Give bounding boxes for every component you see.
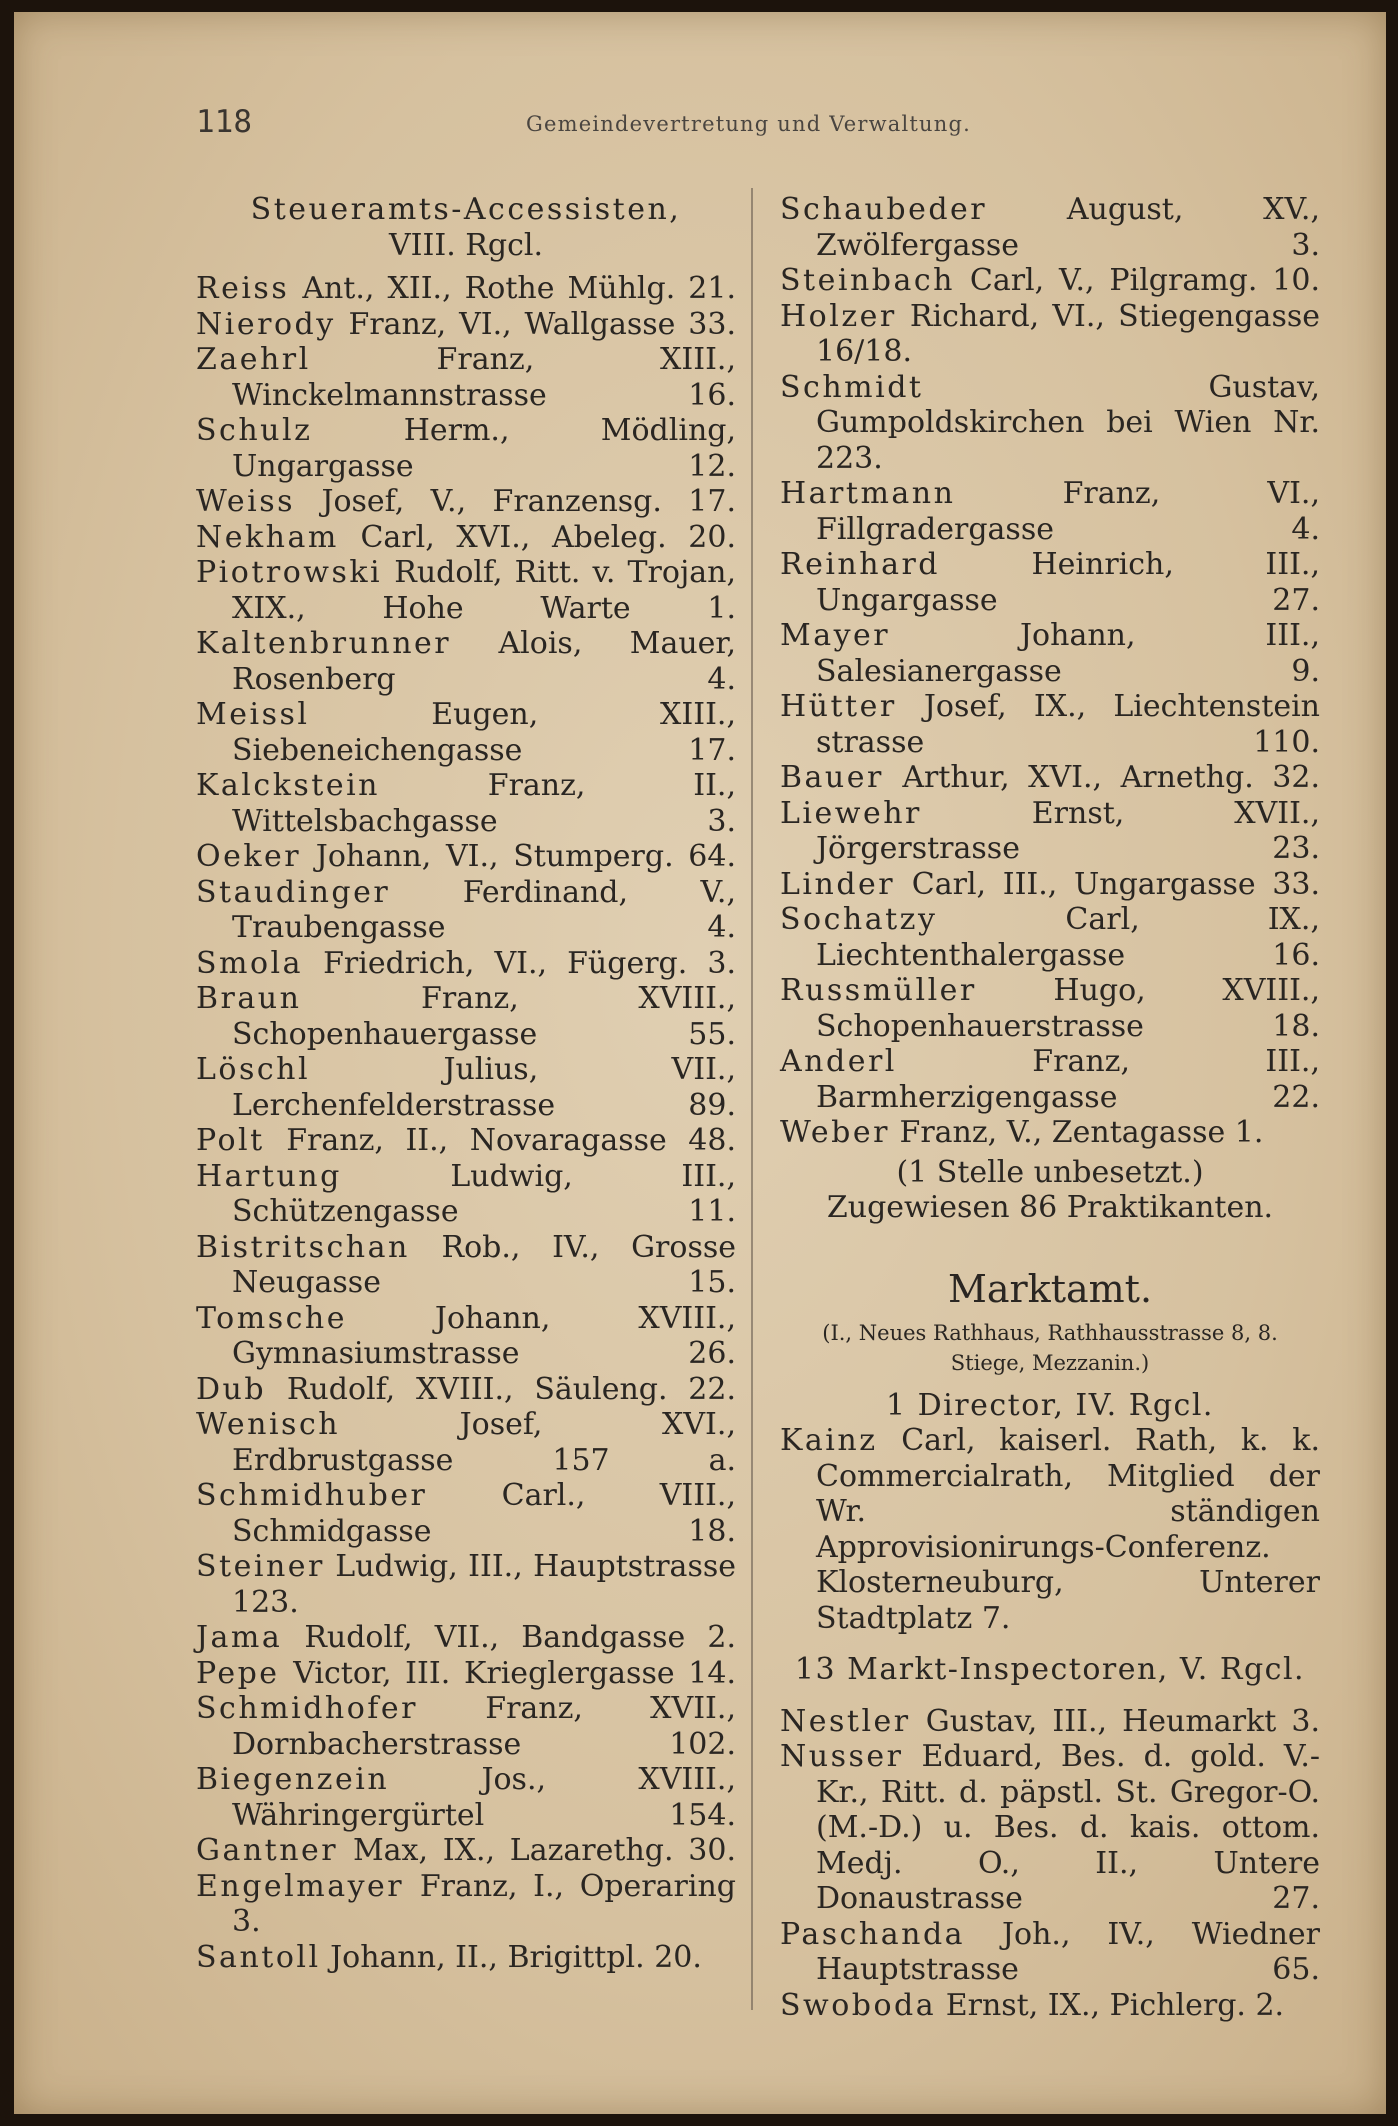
list-item xyxy=(780,618,1320,689)
list-item xyxy=(196,1478,736,1549)
list-item xyxy=(196,1159,736,1230)
entry-details: Julius, VII., Lerchenfelderstrasse 89. xyxy=(232,1052,736,1123)
entry-details: Ludwig, III., Hauptstrasse 123. xyxy=(232,1549,736,1620)
director-heading: 1 Director, IV. Rgcl. xyxy=(886,1387,1214,1423)
entry-name: Gantner xyxy=(196,1833,339,1868)
entry-details: Ernst, IX., Pichlerg. 2. xyxy=(945,1987,1285,2023)
entry-details: Ant., XII., Rothe Mühlg. 21. xyxy=(302,271,737,306)
list-item xyxy=(196,839,736,875)
list-item xyxy=(780,867,1320,903)
entry-details: Rudolf, Ritt. v. Trojan, XIX., Hohe Warte 1. xyxy=(232,555,736,626)
entry-name: Braun xyxy=(196,981,302,1016)
entry-list xyxy=(780,1704,1320,2024)
entry-details: Franz, XVII., Dornbacherstrasse 102. xyxy=(232,1691,736,1762)
entry-details: Josef, XVI., Erdbrustgasse 157 a. xyxy=(232,1407,736,1478)
entry-name: Nusser xyxy=(780,1739,904,1774)
list-item xyxy=(196,271,736,307)
list-item xyxy=(196,1407,736,1478)
entry-details: Johann, III., Salesianergasse 9. xyxy=(816,618,1320,689)
list-item xyxy=(196,1691,736,1762)
entry-name: Staudinger xyxy=(196,874,391,910)
entry-name: Dub xyxy=(196,1371,267,1407)
entry-name: Nekham xyxy=(196,519,339,555)
list-item xyxy=(196,1123,736,1159)
entry-name: Kaltenbrunner xyxy=(196,626,452,661)
entry-name: Mayer xyxy=(780,618,891,653)
entry-name: Hütter xyxy=(780,689,897,724)
entry-details: Jos., XVIII., Währingergürtel 154. xyxy=(232,1762,736,1833)
entry-details: Johann, II., Brigittpl. 20. xyxy=(330,1939,702,1975)
entry-name: Wenisch xyxy=(196,1407,341,1442)
entry-name: Schulz xyxy=(196,413,313,448)
entry-list xyxy=(780,192,1320,1151)
entry-name: Pepe xyxy=(196,1655,280,1691)
list-item xyxy=(196,307,736,343)
entry-details: Carl, XVI., Abeleg. 20. xyxy=(360,519,736,555)
entry-name: Meissl xyxy=(196,697,310,732)
section-heading: Steueramts-Accessisten, xyxy=(250,192,682,227)
entry-details: Friedrich, VI., Fügerg. 3. xyxy=(323,945,736,981)
entry-details: Carl, V., Pilgramg. 10. xyxy=(969,263,1320,298)
section-title: Marktamt. xyxy=(947,1266,1153,1311)
list-item xyxy=(196,413,736,484)
entry-name: Nierody xyxy=(196,306,336,342)
left-column xyxy=(196,192,736,1975)
page-header xyxy=(196,104,1256,148)
entry-details: Rudolf, XVIII., Säuleng. 22. xyxy=(286,1371,736,1407)
entry-name: Liewehr xyxy=(780,795,922,831)
entry-name: Schaubeder xyxy=(780,192,988,227)
entry-details: Ludwig, III., Schützengasse 11. xyxy=(232,1158,736,1229)
entry-details: Carl., VIII., Schmidgasse 18. xyxy=(232,1478,736,1549)
entry-details: Johann, VI., Stumperg. 64. xyxy=(315,839,736,874)
list-item xyxy=(780,476,1320,547)
list-item xyxy=(780,1704,1320,1740)
entry-name: Oeker xyxy=(196,839,302,874)
list-item xyxy=(196,555,736,626)
entry-details: Carl, kaiserl. Rath, k. k. Commercialrath, Mitglied der Wr. ständigen Approvisionirungs-Conferenz. Klosterneuburg, Unterer Stadtplatz 7. xyxy=(816,1423,1320,1636)
list-item xyxy=(780,370,1320,477)
entry-details: Gustav, Gumpoldskirchen bei Wien Nr. 223. xyxy=(816,369,1320,476)
entry-details: Franz, II., Wittelsbachgasse 3. xyxy=(232,768,736,839)
entry-name: Engelmayer xyxy=(196,1868,405,1904)
list-item xyxy=(196,1620,736,1656)
entry-details: Ferdinand, V., Traubengasse 4. xyxy=(232,874,736,945)
entry-details: Franz, I., Operaring 3. xyxy=(232,1868,736,1939)
list-item xyxy=(196,1869,736,1940)
list-item xyxy=(196,1940,736,1976)
entry-name: Hartmann xyxy=(780,476,956,511)
list-item xyxy=(196,520,736,556)
entry-name: Weiss xyxy=(196,484,296,519)
entry-name: Steiner xyxy=(196,1549,325,1584)
entry-details: Johann, XVIII., Gymnasiumstrasse 26. xyxy=(232,1300,736,1371)
list-item xyxy=(780,973,1320,1044)
entry-details: Arthur, XVI., Arnethg. 32. xyxy=(902,760,1320,795)
entry-details: Eugen, XIII., Siebeneichengasse 17. xyxy=(232,697,736,768)
list-item xyxy=(780,192,1320,263)
page-number: 118 xyxy=(196,104,252,140)
section-address: (I., Neues Rathhaus, Rathhausstrasse 8, 8. Stiege, Mezzanin.) xyxy=(822,1320,1278,1375)
entry-name: Linder xyxy=(780,866,896,902)
list-item xyxy=(196,1230,736,1301)
list-item xyxy=(196,1052,736,1123)
entry-details: Franz, III., Barmherzigengasse 22. xyxy=(816,1044,1320,1115)
assigned-note: Zugewiesen 86 Praktikanten. xyxy=(826,1190,1274,1225)
entry-details: August, XV., Zwölfergasse 3. xyxy=(816,192,1320,263)
entry-name: Löschl xyxy=(196,1052,311,1087)
entry-details: Rudolf, VII., Bandgasse 2. xyxy=(304,1620,736,1655)
entry-name: Weber xyxy=(780,1115,890,1150)
entry-name: Bistritschan xyxy=(196,1229,410,1265)
list-item xyxy=(196,1301,736,1372)
list-item xyxy=(780,263,1320,299)
entry-name: Paschanda xyxy=(780,1916,966,1952)
list-item xyxy=(196,1372,736,1408)
entry-details: Franz, XVIII., Schopenhauergasse 55. xyxy=(232,981,736,1052)
list-item xyxy=(196,768,736,839)
entry-name: Sochatzy xyxy=(780,902,938,937)
entry-details: Josef, V., Franzensg. 17. xyxy=(321,484,737,519)
entry-name: Steinbach xyxy=(780,263,955,298)
section-subheading: VIII. Rgcl. xyxy=(388,227,543,263)
entry-name: Schmidt xyxy=(780,369,924,405)
entry-name: Polt xyxy=(196,1123,265,1158)
entry-name: Nestler xyxy=(780,1703,911,1739)
entry-details: Franz, VI., Fillgradergasse 4. xyxy=(816,476,1320,547)
entry-details: Franz, II., Novaragasse 48. xyxy=(286,1123,736,1158)
entry-details: Franz, VI., Wallgasse 33. xyxy=(348,306,736,342)
entry-details: Richard, VI., Stiegengasse 16/18. xyxy=(816,298,1320,369)
entry-name: Tomsche xyxy=(196,1300,347,1336)
list-item xyxy=(780,1917,1320,1988)
list-item xyxy=(780,902,1320,973)
entry-details: Gustav, III., Heumarkt 3. xyxy=(925,1703,1320,1739)
entry-details: Franz, V., Zentagasse 1. xyxy=(899,1115,1264,1150)
list-item xyxy=(196,342,736,413)
entry-details: Ernst, XVII., Jörgerstrasse 23. xyxy=(816,795,1320,866)
list-item xyxy=(196,1549,736,1620)
entry-details: Joh., IV., Wiedner Hauptstrasse 65. xyxy=(816,1916,1320,1987)
entry-name: Schmidhuber xyxy=(196,1478,428,1513)
book-page xyxy=(14,12,1386,2114)
list-item xyxy=(196,697,736,768)
right-column xyxy=(780,192,1320,2023)
entry-name: Anderl xyxy=(780,1044,897,1079)
entry-name: Santoll xyxy=(196,1939,321,1975)
entry-name: Bauer xyxy=(780,760,884,795)
entry-details: Herm., Mödling, Ungargasse 12. xyxy=(232,413,736,484)
list-item xyxy=(780,547,1320,618)
list-item xyxy=(780,760,1320,796)
list-item xyxy=(780,1115,1320,1151)
list-item xyxy=(196,626,736,697)
list-item xyxy=(780,1423,1320,1636)
list-item xyxy=(196,875,736,946)
running-head: Gemeindevertretung und Verwaltung. xyxy=(526,112,971,136)
list-item xyxy=(196,484,736,520)
entry-details: Josef, IX., Liechtenstein strasse 110. xyxy=(816,689,1320,760)
entry-name: Holzer xyxy=(780,298,897,334)
entry-name: Kainz xyxy=(780,1423,878,1458)
entry-name: Swoboda xyxy=(780,1987,937,2023)
list-item xyxy=(780,796,1320,867)
entry-name: Kalckstein xyxy=(196,768,380,803)
entry-details: Carl, III., Ungargasse 33. xyxy=(911,866,1320,902)
entry-list xyxy=(196,271,736,1975)
entry-name: Russmüller xyxy=(780,973,977,1008)
entry-name: Zaehrl xyxy=(196,342,311,377)
list-item xyxy=(780,1988,1320,2024)
vacancy-note: (1 Stelle unbesetzt.) xyxy=(896,1154,1204,1190)
entry-name: Reiss xyxy=(196,271,290,306)
entry-name: Biegenzein xyxy=(196,1762,390,1797)
column-divider xyxy=(751,188,753,2010)
entry-name: Reinhard xyxy=(780,547,941,582)
list-item xyxy=(780,1739,1320,1917)
list-item xyxy=(780,1044,1320,1115)
entry-details: Alois, Mauer, Rosenberg 4. xyxy=(232,626,736,697)
list-item xyxy=(780,689,1320,760)
entry-details: Carl, IX., Liechtenthalergasse 16. xyxy=(816,902,1320,973)
entry-details: Franz, XIII., Winckelmannstrasse 16. xyxy=(232,342,736,413)
entry-name: Smola xyxy=(196,945,304,981)
entry-name: Schmidhofer xyxy=(196,1691,419,1726)
entry-details: Max, IX., Lazarethg. 30. xyxy=(352,1833,736,1868)
entry-name: Jama xyxy=(196,1620,283,1655)
list-item xyxy=(196,1656,736,1692)
list-item xyxy=(196,946,736,982)
entry-details: Hugo, XVIII., Schopenhauerstrasse 18. xyxy=(816,973,1320,1044)
list-item xyxy=(196,1833,736,1869)
list-item xyxy=(780,299,1320,370)
entry-details: Victor, III. Krieglergasse 14. xyxy=(293,1655,736,1691)
director-entry-wrap xyxy=(780,1423,1320,1636)
inspectors-heading: 13 Markt-Inspectoren, V. Rgcl. xyxy=(794,1652,1306,1687)
entry-details: Rob., IV., Grosse Neugasse 15. xyxy=(232,1229,736,1300)
entry-details: Eduard, Bes. d. gold. V.-Kr., Ritt. d. päpstl. St. Gregor-O. (M.-D.) u. Bes. d. kais. ottom. Medj. O., II., Untere Donaustrasse 27. xyxy=(816,1739,1320,1916)
list-item xyxy=(196,981,736,1052)
entry-name: Hartung xyxy=(196,1158,342,1194)
list-item xyxy=(196,1762,736,1833)
entry-name: Piotrowski xyxy=(196,555,383,590)
entry-details: Heinrich, III., Ungargasse 27. xyxy=(816,547,1320,618)
